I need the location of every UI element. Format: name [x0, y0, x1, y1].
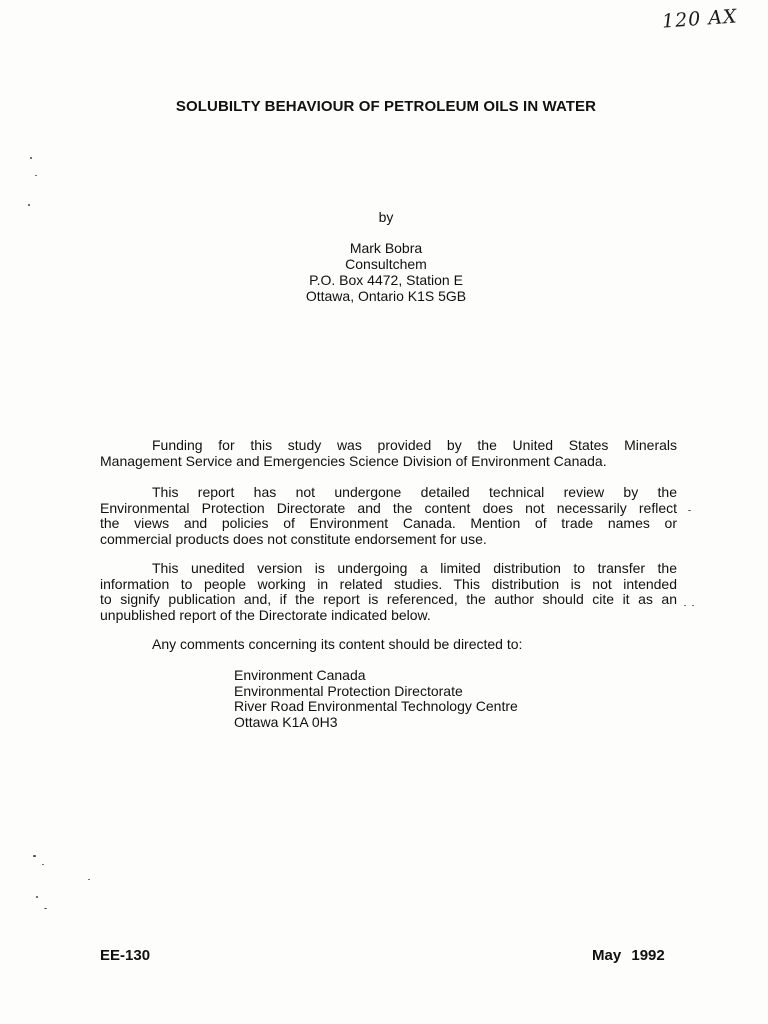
scan-speck	[684, 605, 686, 606]
scan-speck	[28, 204, 30, 206]
document-number: EE-130	[100, 947, 151, 964]
paragraph-line: Funding for this study was provided by the United States Minerals	[152, 437, 677, 453]
funding-paragraph	[100, 438, 677, 469]
scan-speck	[688, 510, 691, 511]
paragraph-line: unpublished report of the Directorate indicated below.	[100, 606, 431, 623]
paragraph-line: information to people working in related studies. This distribution is not intended	[100, 575, 677, 592]
distribution-paragraph	[100, 561, 677, 623]
scan-speck	[36, 896, 38, 898]
contact-address	[234, 668, 518, 730]
scan-speck	[44, 908, 47, 909]
author-company: Consultchem	[345, 256, 427, 272]
review-disclaimer-paragraph	[100, 485, 677, 547]
paragraph-line: This report has not undergone detailed technical review by the	[152, 484, 677, 500]
scan-speck	[30, 157, 32, 159]
author-block	[0, 240, 768, 304]
scan-speck	[88, 879, 90, 880]
scan-speck	[692, 605, 694, 606]
paragraph-line: Management Service and Emergencies Science Division of Environment Canada.	[100, 452, 607, 469]
author-po-box: P.O. Box 4472, Station E	[309, 272, 463, 288]
paragraph-line: This unedited version is undergoing a limited distribution to transfer the	[152, 560, 677, 576]
scan-speck	[35, 175, 37, 176]
paragraph-line: the views and policies of Environment Canada. Mention of trade names or	[100, 515, 677, 531]
byline: by	[378, 209, 394, 225]
paragraph-line: Environmental Protection Directorate and the content does not necessarily reflect	[100, 499, 677, 516]
address-org: Environment Canada	[234, 667, 366, 683]
document-date: May 1992	[592, 947, 665, 964]
scan-speck	[33, 855, 36, 857]
document-title: SOLUBILTY BEHAVIOUR OF PETROLEUM OILS IN WATER	[175, 98, 597, 115]
comments-paragraph	[100, 637, 677, 653]
author-city: Ottawa, Ontario K1S 5GB	[305, 288, 467, 304]
paragraph-line: Any comments concerning its content should be directed to:	[152, 636, 523, 652]
paragraph-line: commercial products does not constitute endorsement for use.	[100, 530, 487, 547]
scan-speck	[42, 864, 44, 865]
paragraph-line: to signify publication and, if the report is referenced, the author should cite it as an	[100, 591, 677, 607]
address-centre: River Road Environmental Technology Centre	[234, 698, 518, 714]
handwritten-note: 120 AX	[661, 5, 739, 33]
address-directorate: Environmental Protection Directorate	[234, 682, 463, 699]
address-city: Ottawa K1A 0H3	[234, 713, 338, 730]
author-name: Mark Bobra	[349, 240, 423, 256]
